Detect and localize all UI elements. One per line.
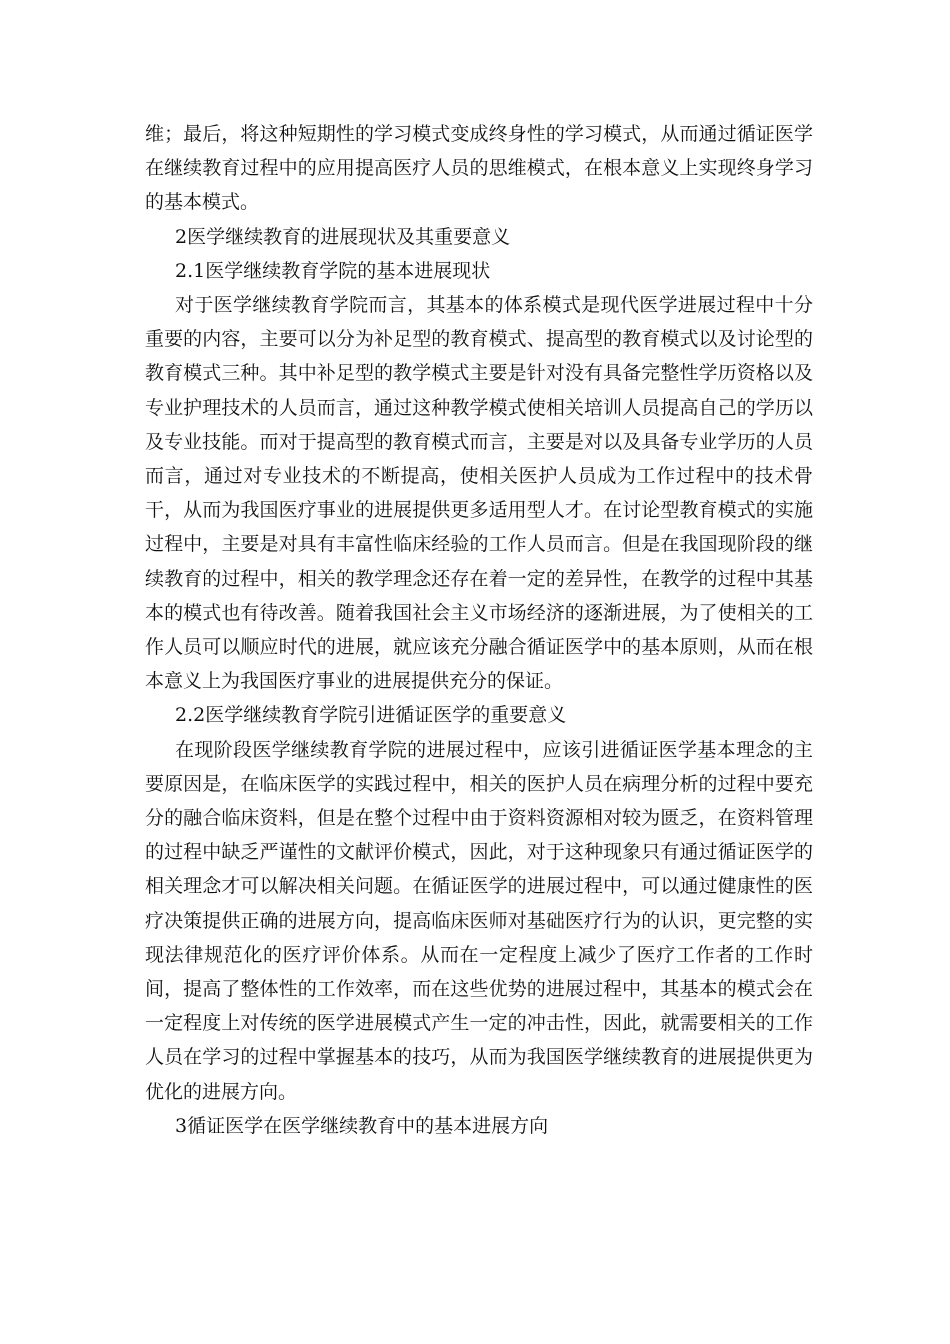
section-heading (145, 698, 813, 732)
text-line: 学的过程中其基本的模式也有待改善。随着我国社会主义市场经济的逐渐进展， (145, 567, 813, 624)
section-heading (145, 220, 813, 254)
text-line: 的技术骨干，从而为我国医疗事业的进展提供更多适用型人才。在讨论型教育 (145, 465, 813, 522)
text-line: 重要的内容，主要可以分为补足型的教育模式、提高型的教育模式以及讨论型 (145, 328, 794, 351)
text-line: 在现阶段医学继续教育学院的进展过程中，应该引进循证医学基本理念的主 (175, 738, 813, 761)
text-line: 2.1医学继续教育学院的基本进展现状 (175, 259, 491, 282)
text-line: 模式的实施过程中，主要是对具有丰富性临床经验的工作人员而言。但是在我 (145, 499, 813, 556)
text-line: 2.2医学继续教育学院引进循证医学的重要意义 (175, 704, 567, 727)
text-line: 者的工作时间，提高了整体性的工作效率，而在这些优势的进展过程中，其基 (145, 943, 813, 1001)
text-line: 育的进展提供更为优化的进展方向。 (145, 1046, 813, 1103)
text-line: 需要相关的工作人员在学习的过程中掌握基本的技巧，从而为我国医学继续教 (145, 1012, 813, 1069)
text-line: 本原则，从而在根本意义上为我国医疗事业的进展提供充分的保证。 (145, 636, 813, 693)
text-line: 维；最后，将这种短期性的学习模式变成终身性的学习模式，从而通过循证医 (145, 123, 794, 145)
text-line: 更完整的实现法律规范化的医疗评价体系。从而在一定程度上减少了医疗工作 (145, 909, 813, 966)
section-heading (145, 254, 813, 288)
text-line: 的教育模式三种。其中补足型的教学模式主要是针对没有具备完整性学历资格 (145, 328, 813, 385)
text-line: 充分的融合临床资料，但是在整个过程中由于资料资源相对较为匮乏，在资料 (145, 772, 813, 830)
text-line: 历的人员而言，通过对专业技术的不断提高，使相关医护人员成为工作过程中 (145, 430, 813, 488)
text-line: 2医学继续教育的进展现状及其重要意义 (175, 225, 511, 248)
text-line: 学在继续教育过程中的应用提高医疗人员的思维模式，在根本意义上实现终身 (145, 123, 813, 180)
text-line: 以及专业护理技术的人员而言，通过这种教学模式使相关培训人员提高自己的 (145, 362, 813, 419)
document-body (145, 117, 813, 1143)
text-line: 要原因是，在临床医学的实践过程中，相关的医护人员在病理分析的过程中要 (145, 772, 794, 795)
body-paragraph (145, 117, 813, 220)
section-heading (145, 1109, 813, 1143)
text-line: 学习的基本模式。 (145, 157, 813, 214)
text-line: 康性的医疗决策提供正确的进展方向，提高临床医师对基础医疗行为的认识， (145, 875, 813, 932)
body-paragraph (145, 288, 813, 698)
text-line: 国现阶段的继续教育的过程中，相关的教学理念还存在着一定的差异性，在教 (145, 533, 813, 590)
text-line: 学历以及专业技能。而对于提高型的教育模式而言，主要是对以及具备专业学 (145, 396, 813, 453)
body-paragraph (145, 733, 813, 1109)
text-line: 本的模式会在一定程度上对传统的医学进展模式产生一定的冲击性，因此，就 (145, 978, 813, 1035)
text-line: 医学的相关理念才可以解决相关问题。在循证医学的进展过程中，可以通过健 (145, 841, 813, 898)
text-line: 管理的过程中缺乏严谨性的文献评价模式，因此，对于这种现象只有通过循证 (145, 807, 813, 864)
text-line: 为了使相关的工作人员可以顺应时代的进展，就应该充分融合循证医学中的基 (145, 601, 813, 659)
text-line: 对于医学继续教育学院而言，其基本的体系模式是现代医学进展过程中十分 (175, 294, 813, 317)
text-line: 3循证医学在医学继续教育中的基本进展方向 (175, 1114, 549, 1137)
